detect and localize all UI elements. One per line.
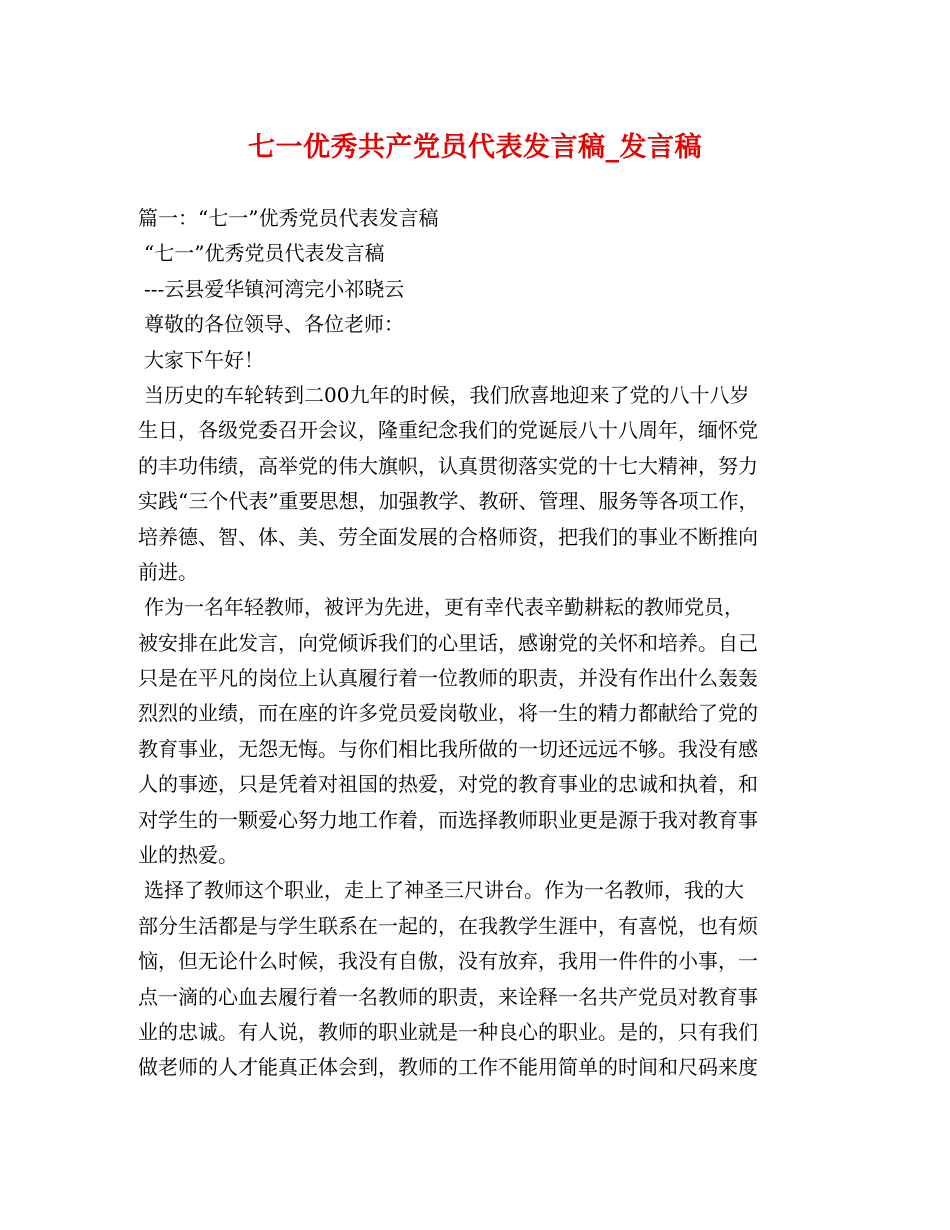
body-line: 培养德、智、体、美、劳全面发展的合格师资，把我们的事业不断推向 bbox=[138, 524, 758, 549]
body-line: ---云县爱华镇河湾完小祁晓云 bbox=[144, 276, 405, 301]
body-line: 对学生的一颗爱心努力地工作着，而选择教师职业更是源于我对教育事 bbox=[138, 807, 758, 832]
body-line: 选择了教师这个职业，走上了神圣三尺讲台。作为一名教师，我的大 bbox=[144, 878, 744, 903]
document-body bbox=[138, 201, 828, 1086]
body-line: 尊敬的各位领导、各位老师： bbox=[144, 312, 404, 337]
body-line: 前进。 bbox=[138, 559, 198, 584]
body-line: 篇一：“七一”优秀党员代表发言稿 bbox=[138, 206, 439, 230]
body-line: 业的忠诚。有人说，教师的职业就是一种良心的职业。是的，只有我们 bbox=[138, 1019, 758, 1044]
body-line: 部分生活都是与学生联系在一起的，在我教学生涯中，有喜悦，也有烦 bbox=[138, 913, 758, 938]
body-line: 烈烈的业绩，而在座的许多党员爱岗敬业，将一生的精力都献给了党的 bbox=[138, 701, 758, 726]
body-line: 大家下午好！ bbox=[144, 347, 264, 372]
body-line: 生日，各级党委召开会议，隆重纪念我们的党诞辰八十八周年，缅怀党 bbox=[138, 418, 758, 443]
body-line: 做老师的人才能真正体会到，教师的工作不能用简单的时间和尺码来度 bbox=[138, 1055, 758, 1080]
body-line: 当历史的车轮转到二00九年的时候，我们欣喜地迎来了党的八十八岁 bbox=[144, 382, 750, 407]
body-line: 点一滴的心血去履行着一名教师的职责，来诠释一名共产党员对教育事 bbox=[138, 984, 758, 1009]
body-line: 人的事迹，只是凭着对祖国的热爱，对党的教育事业的忠诚和执着，和 bbox=[138, 772, 758, 797]
body-line: 教育事业，无怨无悔。与你们相比我所做的一切还远远不够。我没有感 bbox=[138, 736, 758, 761]
body-line: 实践“三个代表”重要思想，加强教学、教研、管理、服务等各项工作， bbox=[138, 489, 759, 514]
body-line: 的丰功伟绩，高举党的伟大旗帜，认真贯彻落实党的十七大精神，努力 bbox=[138, 453, 758, 478]
document-title: 七一优秀共产党员代表发言稿_发言稿 bbox=[248, 132, 702, 163]
body-line: 作为一名年轻教师，被评为先进，更有幸代表辛勤耕耘的教师党员， bbox=[144, 595, 744, 620]
body-line: 只是在平凡的岗位上认真履行着一位教师的职责，并没有作出什么轰轰 bbox=[138, 666, 758, 691]
body-line: 被安排在此发言，向党倾诉我们的心里话，感谢党的关怀和培养。自己 bbox=[138, 630, 758, 655]
body-line: “七一”优秀党员代表发言稿 bbox=[144, 241, 385, 266]
body-line: 业的热爱。 bbox=[138, 843, 238, 868]
body-line: 恼，但无论什么时候，我没有自傲，没有放弃，我用一件件的小事，一 bbox=[138, 949, 758, 974]
